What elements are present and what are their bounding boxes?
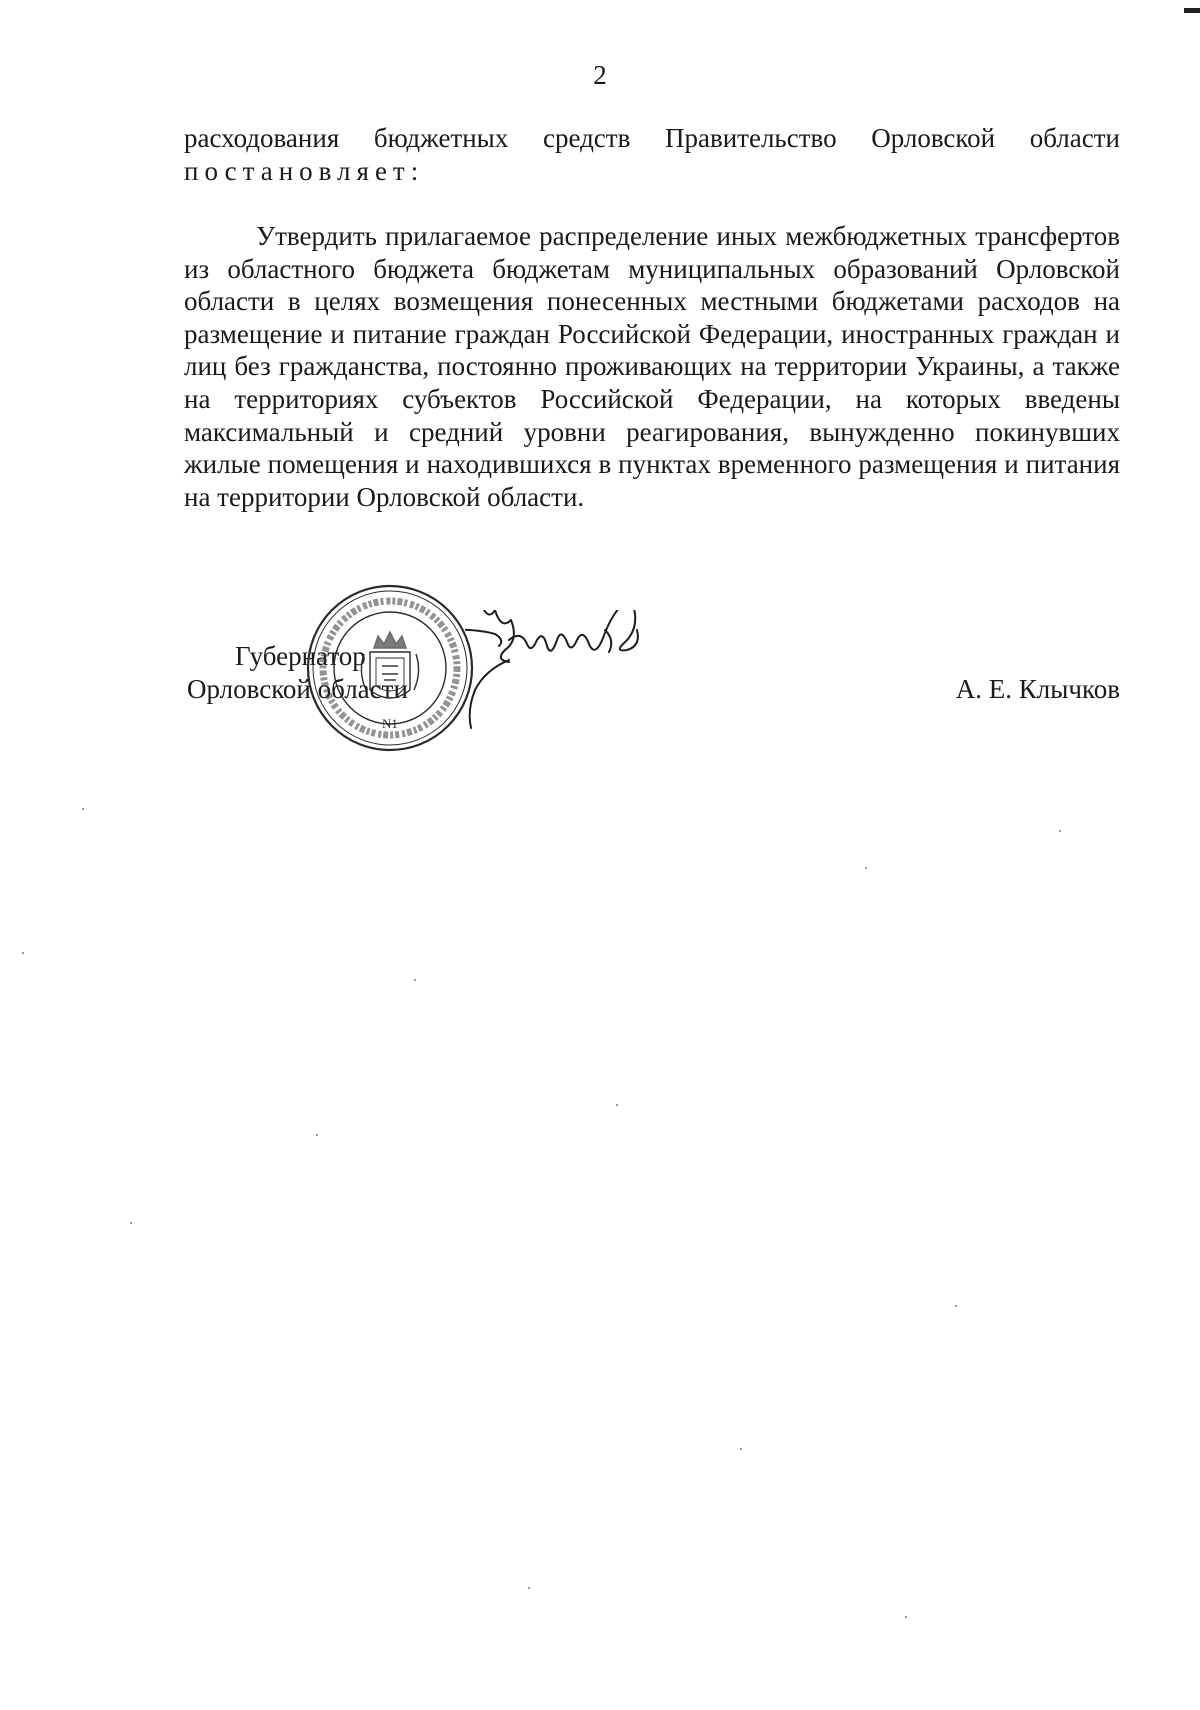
handwritten-signature (465, 610, 715, 800)
scan-speck (316, 1134, 318, 1136)
scan-speck (1059, 830, 1061, 832)
scan-speck (955, 1305, 957, 1307)
intro-line-1: расходования бюджетных средств Правительство Орловской области (184, 123, 1120, 153)
scan-speck (414, 979, 416, 981)
scan-speck (905, 1616, 907, 1618)
signatory-name: А. Е. Клычков (955, 674, 1120, 704)
intro-paragraph (184, 122, 1120, 187)
scan-speck (616, 1104, 618, 1106)
signatory-title-line-1: Губернатор (235, 641, 366, 671)
scan-speck (740, 1448, 742, 1450)
scan-speck (22, 952, 24, 954)
svg-text:N1: N1 (382, 716, 398, 731)
resolution-paragraph (184, 220, 1120, 513)
page-number: 2 (593, 60, 607, 90)
scan-speck (130, 1222, 132, 1224)
scan-corner-mark (1184, 8, 1200, 13)
signatory-title-line-2: Орловской области (187, 674, 408, 704)
scan-speck (82, 808, 84, 810)
official-seal (304, 582, 476, 754)
intro-line-2: постановляет: (184, 155, 425, 186)
scan-speck (528, 1587, 530, 1589)
resolution-text: Утвердить прилагаемое распределение иных межбюджетных трансфертов из областного бюджета бюджетам муниципальных образований Орловской области в целях возмещения понесенных местными бюджетами расходов на размещение и питание граждан Российской Федерации, иностранных граждан и лиц без гражданства, постоянно проживающих на территории Украины, а также на территориях субъектов Российской Федерации, на которых введены максимальный и средний уровни реагирования, вынужденно покинувших жилые помещения и находившихся в пунктах временного размещения и питания на территории Орловской области. (184, 221, 1120, 512)
scan-speck (865, 867, 867, 869)
